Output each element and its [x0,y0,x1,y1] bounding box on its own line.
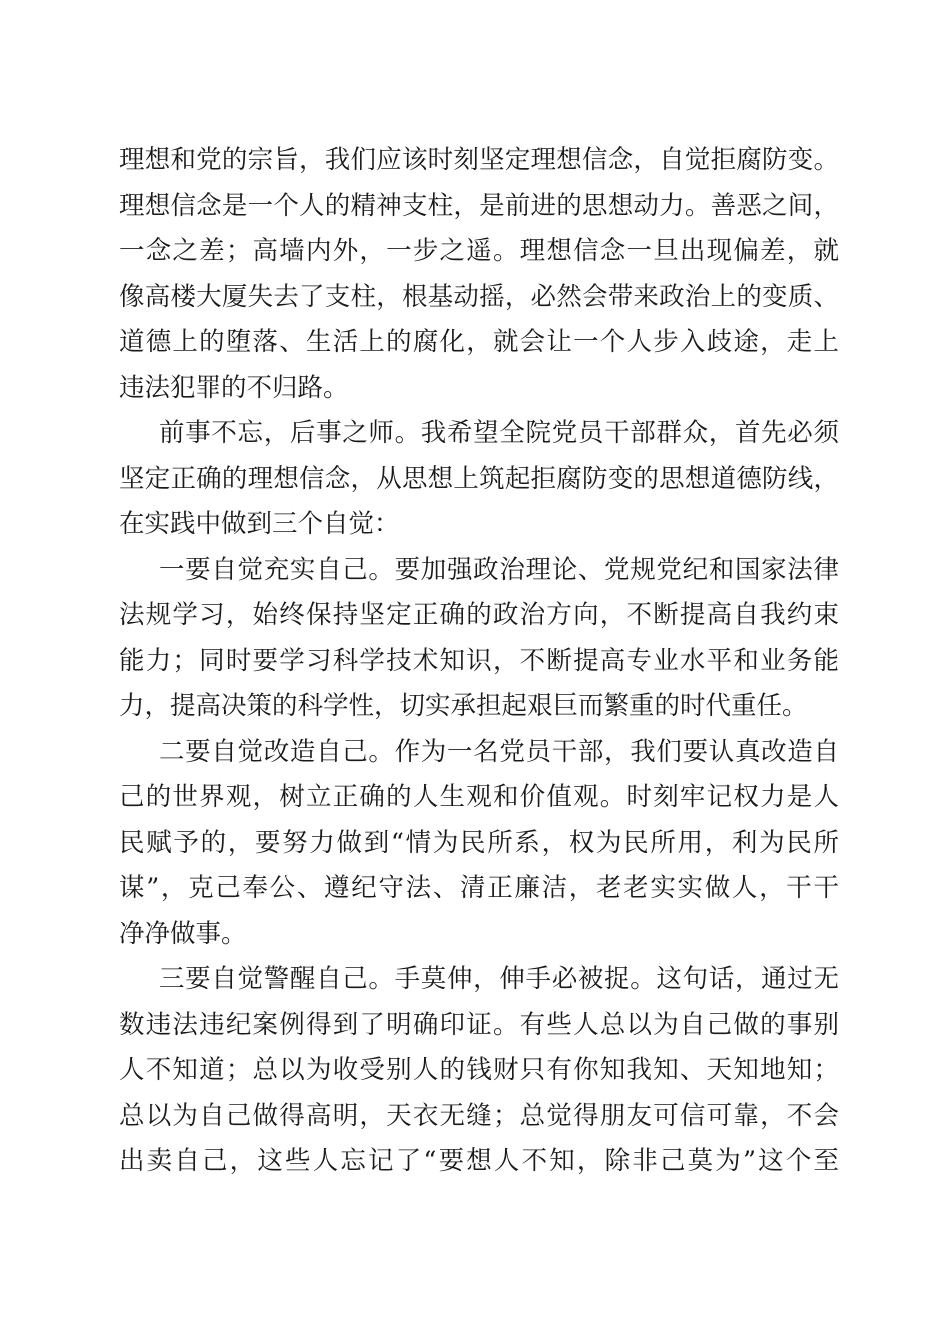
text-line: 人不知道；总以为收受别人的钱财只有你知我知、天知地知； [119,1055,839,1085]
text-line: 道德上的堕落、生活上的腐化，就会让一个人步入歧途，走上 [119,327,839,357]
text-line: 力，提高决策的科学性，切实承担起艰巨而繁重的时代重任。 [119,691,808,721]
text-line: 前事不忘，后事之师。我希望全院党员干部群众，首先必须 [159,418,839,448]
document-body [119,138,839,1185]
text-line: 像高楼大厦失去了支柱，根基动摇，必然会带来政治上的变质、 [119,281,839,312]
text-line: 谋”，克己奉公、遵纪守法、清正廉洁，老老实实做人，干干 [119,873,839,903]
paragraph-4 [119,730,839,958]
text-line: 己的世界观，树立正确的人生观和价值观。时刻牢记权力是人 [119,782,839,812]
text-line: 在实践中做到三个自觉： [119,509,400,539]
text-line: 坚定正确的理想信念，从思想上筑起拒腐防变的思想道德防线， [119,463,839,494]
text-line: 法规学习，始终保持坚定正确的政治方向，不断提高自我约束 [119,600,839,630]
text-line: 三要自觉警醒自己。手莫伸，伸手必被捉。这句话，通过无 [159,964,839,994]
text-line: 一念之差；高墙内外，一步之遥。理想信念一旦出现偏差，就 [119,236,839,266]
text-line: 能力；同时要学习科学技术知识，不断提高专业水平和业务能 [119,645,839,676]
text-line: 净净做事。 [119,918,247,949]
paragraph-1 [119,138,839,411]
text-line: 出卖自己，这些人忘记了“要想人不知，除非己莫为”这个至 [119,1146,839,1176]
text-line: 理想信念是一个人的精神支柱，是前进的思想动力。善恶之间， [119,190,839,221]
text-line: 二要自觉改造自己。作为一名党员干部，我们要认真改造自 [159,736,839,767]
text-line: 民赋予的，要努力做到“情为民所系，权为民所用，利为民所 [119,827,839,858]
text-line: 一要自觉充实自己。要加强政治理论、党规党纪和国家法律 [159,554,839,585]
text-line: 理想和党的宗旨，我们应该时刻坚定理想信念，自觉拒腐防变。 [119,145,839,175]
text-line: 违法犯罪的不归路。 [119,372,349,403]
paragraph-5 [119,957,839,1185]
paragraph-3 [119,548,839,730]
paragraph-2 [119,411,839,548]
text-line: 数违法违纪案例得到了明确印证。有些人总以为自己做的事别 [119,1009,839,1040]
text-line: 总以为自己做得高明，天衣无缝；总觉得朋友可信可靠，不会 [119,1100,839,1131]
